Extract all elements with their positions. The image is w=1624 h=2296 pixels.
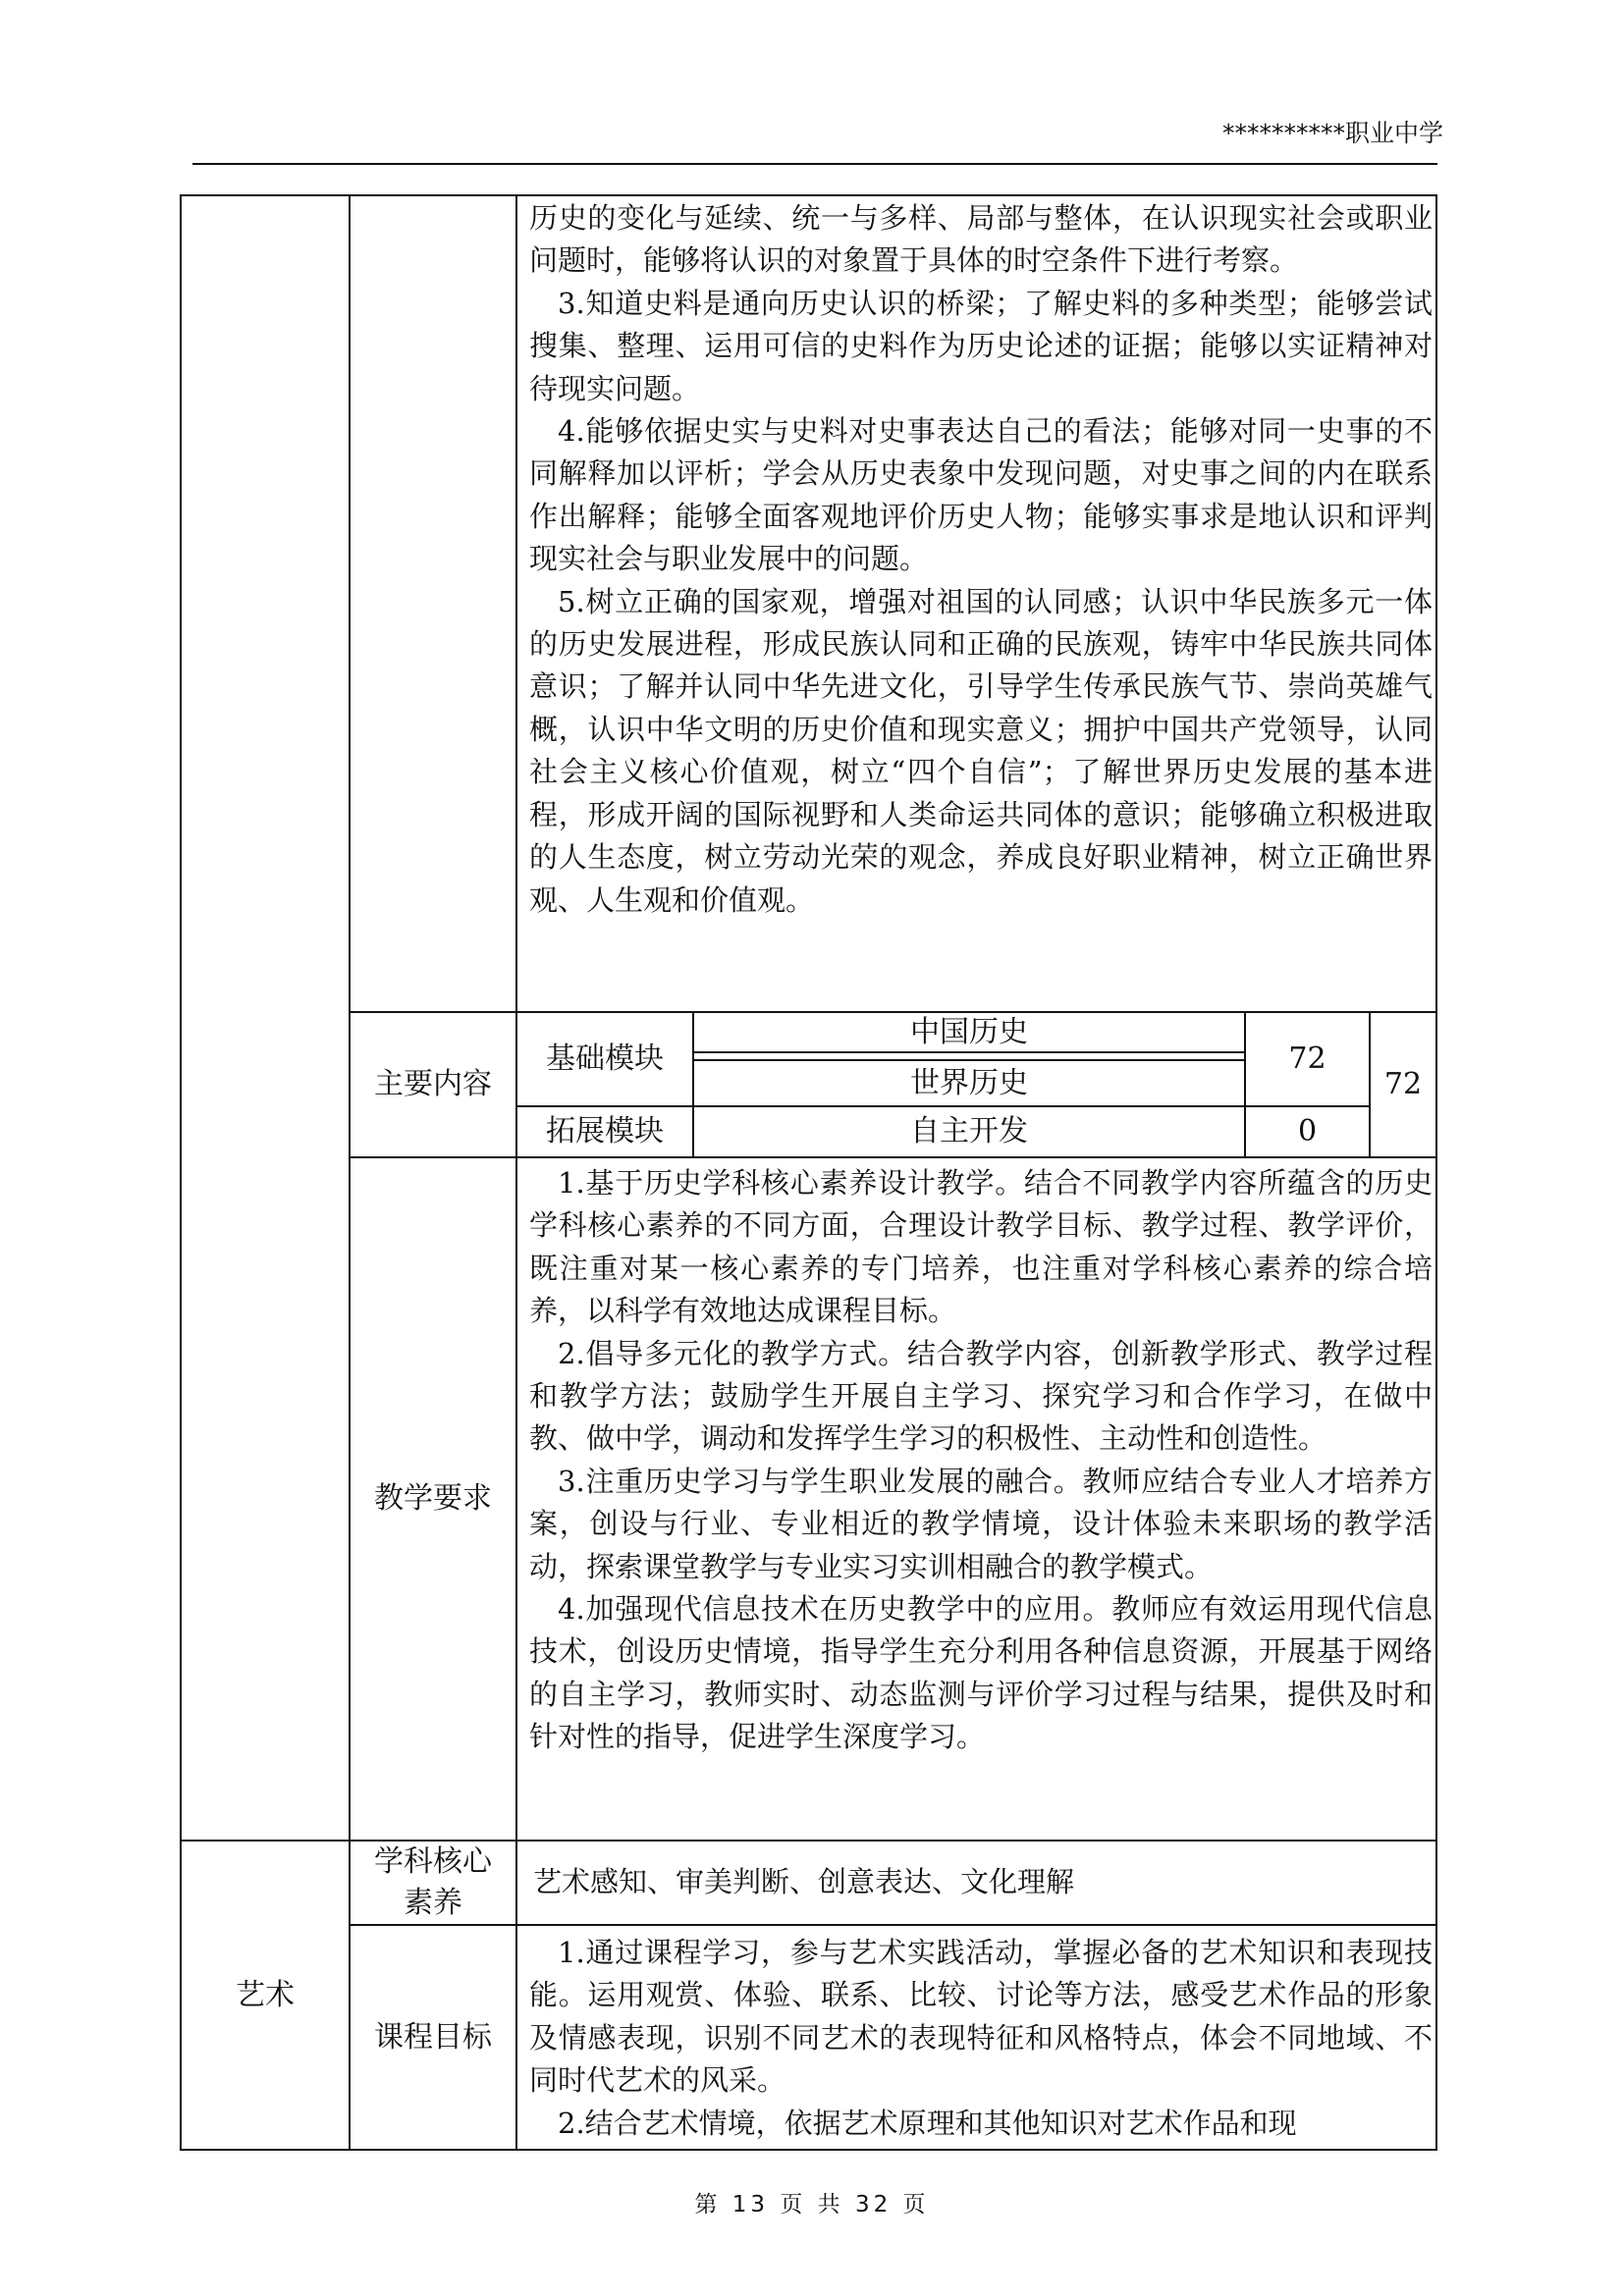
- history-goal-paragraph: 5.树立正确的国家观，增强对祖国的认同感；认识中华民族多元一体的历史发展进程，形成民族认同和正确的民族观，铸牢中华民族共同体意识；了解并认同中华先进文化，引导学生传承民族气节、崇尚英雄气概，认识中华文明的历史价值和现实意义；拥护中国共产党领导，认同社会主义核心价值观，树立“四个自信”；了解世界历史发展的基本进程，形成开阔的国际视野和人类命运共同体的意识；能够确立积极进取的人生态度，树立劳动光荣的观念，养成良好职业精神，树立正确世界观、人生观和价值观。: [529, 584, 1433, 917]
- history-goal-paragraph: 历史的变化与延续、统一与多样、局部与整体，在认识现实社会或职业问题时，能够将认识的对象置于具体的时空条件下进行考察。: [529, 201, 1433, 278]
- art-core-label: [351, 1842, 515, 1924]
- total-hours-cell: 72: [1383, 1067, 1423, 1101]
- table-top-border: [180, 194, 1437, 196]
- teaching-label: 教学要求: [374, 1481, 492, 1516]
- table-bottom-border: [180, 2149, 1437, 2151]
- art-goals-label: 课程目标: [374, 2019, 492, 2055]
- extension-hours-cell: 0: [1297, 1114, 1318, 1148]
- self-developed-cell: 自主开发: [910, 1114, 1028, 1148]
- world-history-cell: 世界历史: [910, 1065, 1028, 1100]
- art-goal-paragraph: 2.结合艺术情境，依据艺术原理和其他知识对艺术作品和现: [558, 2106, 1297, 2140]
- header-rule: [192, 163, 1437, 165]
- art-core-label-line2: 素养: [404, 1886, 462, 1920]
- history-goal-paragraph: 4.能够依据史实与史料对史事表达自己的看法；能够对同一史事的不同解释加以评析；学会从历史表象中发现问题，对史事之间的内在联系作出解释；能够全面客观地评价历史人物；能够实事求是地认识和评判现实社会与职业发展中的问题。: [529, 414, 1433, 576]
- art-core-label-line1: 学科核心: [374, 1844, 492, 1879]
- art-goals-text: [529, 1932, 1433, 2145]
- basic-hours-cell: 72: [1288, 1041, 1326, 1076]
- teaching-paragraph: 2.倡导多元化的教学方式。结合教学内容，创新教学形式、教学过程和教学方法；鼓励学生开展自主学习、探究学习和合作学习，在做中教、做中学，调动和发挥学生学习的积极性、主动性和创造性。: [529, 1336, 1433, 1456]
- teaching-text: [529, 1162, 1433, 1759]
- art-subject-label: 艺术: [236, 1977, 295, 2012]
- history-goal-paragraph: 3.知道史料是通向历史认识的桥梁；了解史料的多种类型；能够尝试搜集、整理、运用可信的史料作为历史论述的证据；能够以实证精神对待现实问题。: [529, 286, 1433, 405]
- extension-module-label: 拓展模块: [546, 1114, 664, 1148]
- col-divider-2: [515, 194, 517, 2151]
- teaching-paragraph: 3.注重历史学习与学生职业发展的融合。教师应结合专业人才培养方案，创设与行业、专业相近的教学情境，设计体验未来职场的教学活动，探索课堂教学与专业实习实训相融合的教学模式。: [529, 1464, 1433, 1583]
- page-header: **********职业中学: [1221, 119, 1443, 147]
- teaching-paragraph: 4.加强现代信息技术在历史教学中的应用。教师应有效运用现代信息技术，创设历史情境，指导学生充分利用各种信息资源，开展基于网络的自主学习，教师实时、动态监测与评价学习过程与结果，提供及时和针对性的指导，促进学生深度学习。: [529, 1592, 1433, 1754]
- table-right-border: [1435, 194, 1437, 2151]
- content-label: 主要内容: [374, 1067, 492, 1101]
- teaching-paragraph: 1.基于历史学科核心素养设计教学。结合不同教学内容所蕴含的历史学科核心素养的不同方面，合理设计教学目标、教学过程、教学评价，既注重对某一核心素养的专门培养，也注重对学科核心素养的综合培养，以科学有效地达成课程目标。: [529, 1166, 1433, 1328]
- chinese-history-cell: 中国历史: [910, 1015, 1028, 1049]
- art-core-text: 艺术感知、审美判断、创意表达、文化理解: [533, 1865, 1075, 1898]
- art-goal-paragraph: 1.通过课程学习，参与艺术实践活动，掌握必备的艺术知识和表现技能。运用观赏、体验、联系、比较、讨论等方法，感受艺术作品的形象及情感表现，识别不同艺术的表现特征和风格特点，体会不同地域、不同时代艺术的风采。: [529, 1936, 1433, 2098]
- page-footer: 第 13 页 共 32 页: [694, 2192, 930, 2217]
- history-goals-text: [529, 197, 1433, 922]
- basic-module-label: 基础模块: [546, 1041, 664, 1076]
